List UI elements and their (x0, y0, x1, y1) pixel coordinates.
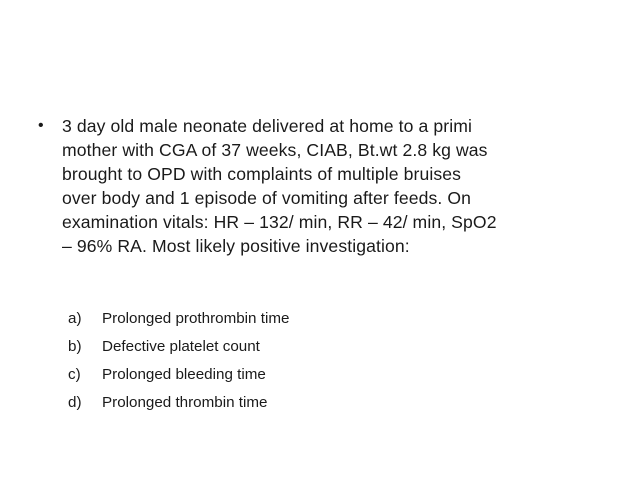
options-list (68, 305, 568, 417)
option-c (68, 361, 568, 389)
question-block (38, 114, 598, 258)
option-text: Defective platelet count (102, 338, 260, 355)
option-text: Prolonged bleeding time (102, 366, 266, 383)
bullet-icon: • (38, 117, 44, 134)
option-letter: b) (68, 338, 82, 355)
option-text: Prolonged prothrombin time (102, 310, 290, 327)
option-letter: d) (68, 394, 82, 411)
option-b (68, 333, 568, 361)
option-a (68, 305, 568, 333)
question-text: 3 day old male neonate delivered at home to a primi mother with CGA of 37 weeks, CIAB, Bt.wt 2.8 kg was brought to OPD with complaints of multiple bruises over body and 1 episode of vomiting after feeds. On examination vitals: HR – 132/ min, RR – 42/ min, SpO2 – 96% RA. Most likely positive investigation: (62, 116, 497, 256)
option-d (68, 389, 568, 417)
option-text: Prolonged thrombin time (102, 394, 268, 411)
option-letter: a) (68, 310, 82, 327)
option-letter: c) (68, 366, 81, 383)
